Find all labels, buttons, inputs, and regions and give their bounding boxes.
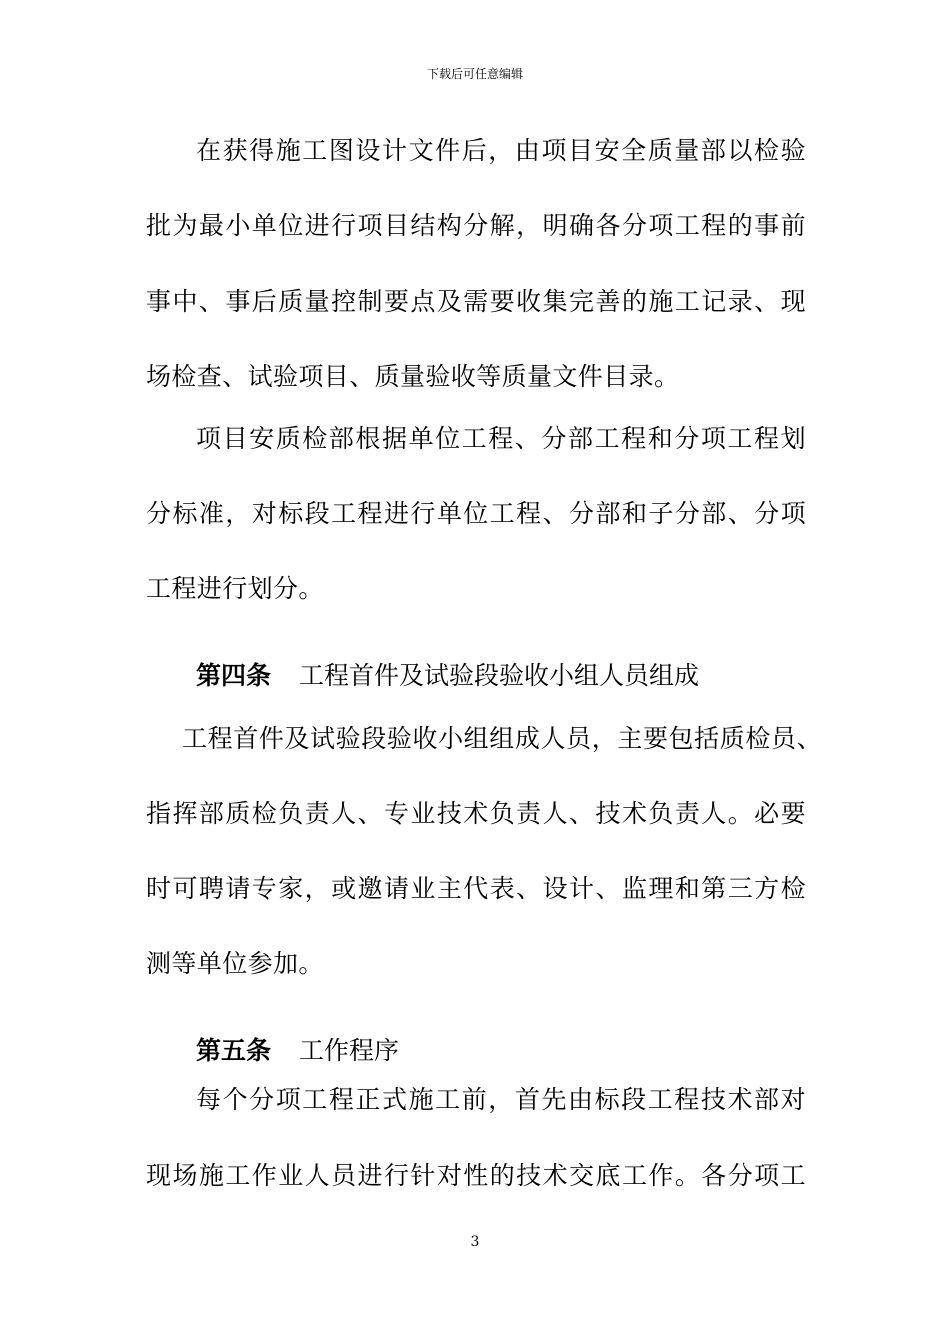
section-heading-article-4 bbox=[196, 659, 699, 693]
paragraph-line: 分标准，对标段工程进行单位工程、分部和子分部、分项 bbox=[146, 499, 806, 528]
paragraph-line: 每个分项工程正式施工前，首先由标段工程技术部对 bbox=[196, 1085, 806, 1114]
paragraph-line: 在获得施工图设计文件后，由项目安全质量部以检验 bbox=[196, 136, 806, 165]
article-title: 工作程序 bbox=[299, 1036, 400, 1065]
paragraph-line: 场检查、试验项目、质量验收等质量文件目录。 bbox=[146, 362, 680, 391]
paragraph-line: 项目安质检部根据单位工程、分部工程和分项工程划 bbox=[196, 424, 806, 453]
paragraph-line: 现场施工作业人员进行针对性的技术交底工作。各分项工 bbox=[146, 1161, 806, 1190]
paragraph-line: 测等单位参加。 bbox=[146, 949, 324, 978]
paragraph-line: 时可聘请专家，或邀请业主代表、设计、监理和第三方检 bbox=[146, 874, 806, 903]
page-number: 3 bbox=[470, 1234, 480, 1250]
paragraph-line: 事中、事后质量控制要点及需要收集完善的施工记录、现 bbox=[146, 287, 806, 316]
paragraph-line: 批为最小单位进行项目结构分解，明确各分项工程的事前 bbox=[146, 211, 806, 240]
paragraph-line: 工程进行划分。 bbox=[146, 574, 324, 603]
paragraph-line: 指挥部质检负责人、专业技术负责人、技术负责人。必要 bbox=[146, 799, 806, 828]
page-header-note: 下载后可任意编辑 bbox=[426, 67, 523, 81]
article-number: 第四条 bbox=[196, 661, 272, 690]
article-title: 工程首件及试验段验收小组人员组成 bbox=[299, 661, 700, 690]
paragraph-line: 工程首件及试验段验收小组组成人员，主要包括质检员、 bbox=[182, 724, 822, 753]
article-number: 第五条 bbox=[196, 1036, 272, 1065]
section-heading-article-5 bbox=[196, 1034, 399, 1068]
